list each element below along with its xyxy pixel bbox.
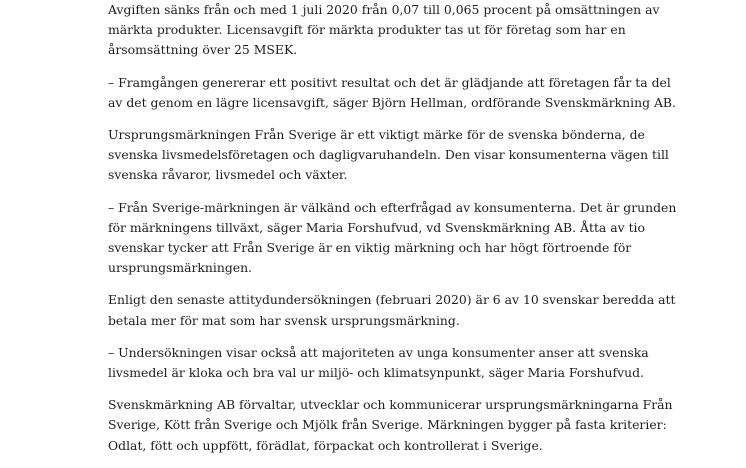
- paragraph-about-svenskmarkning: [108, 395, 673, 456]
- text-line: – Framgången genererar ett positivt resultat och det är glädjande att företagen får ta del: [108, 74, 671, 90]
- paragraph-fee-reduction: [108, 0, 668, 61]
- text-line: livsmedel är kloka och bra val ur miljö- och klimatsynpunkt, säger Maria Forshufvud.: [108, 365, 644, 381]
- text-line: – Undersökningen visar också att majoriteten av unga konsumenter anser att svenska: [108, 344, 649, 360]
- text-line: betala mer för mat som har svensk ursprungsmärkning.: [108, 312, 460, 328]
- text-line: svenska livsmedelsföretagen och dagligvaruhandeln. Den visar konsumenterna vägen till: [108, 147, 669, 163]
- text-line: årsomsättning över 25 MSEK.: [108, 42, 298, 58]
- paragraph-quote-maria-forshufvud: [108, 198, 677, 279]
- text-line: Enligt den senaste attitydundersökningen (februari 2020) är 6 av 10 svenskar beredda att: [108, 292, 676, 308]
- text-line: Ursprungsmärkningen Från Sverige är ett viktigt märke för de svenska bönderna, de: [108, 127, 645, 143]
- text-line: svenskar tycker att Från Sverige är en viktig märkning och har högt förtroende för: [108, 240, 632, 256]
- text-line: ursprungsmärkningen.: [108, 260, 253, 276]
- text-line: av det genom en lägre licensavgift, säger Björn Hellman, ordförande Svenskmärkning AB.: [108, 94, 676, 110]
- text-line: Sverige, Kött från Sverige och Mjölk från Sverige. Märkningen bygger på fasta kriterier:: [108, 417, 667, 433]
- document-body: [108, 0, 677, 468]
- text-line: – Från Sverige-märkningen är välkänd och efterfrågad av konsumenterna. Det är grunden: [108, 199, 677, 215]
- text-line: för märkningens tillväxt, säger Maria Forshufvud, vd Svenskmärkning AB. Åtta av tio: [108, 219, 645, 235]
- paragraph-attitude-survey: [108, 290, 676, 330]
- paragraph-origin-label: [108, 125, 668, 186]
- text-line: Avgiften sänks från och med 1 juli 2020 från 0,07 till 0,065 procent på omsättningen av: [108, 2, 660, 17]
- text-line: Svenskmärkning AB förvaltar, utvecklar och kommunicerar ursprungsmärkningarna Från: [108, 397, 673, 413]
- text-line: märkta produkter. Licensavgift för märkta produkter tas ut för företag som har en: [108, 22, 626, 38]
- paragraph-quote-bjorn-hellman: [108, 73, 676, 113]
- paragraph-young-consumers-quote: [108, 343, 668, 383]
- text-line: Odlat, fött och uppfött, förädlat, förpackat och kontrollerat i Sverige.: [108, 437, 543, 453]
- text-line: svenska råvaror, livsmedel och växter.: [108, 167, 348, 183]
